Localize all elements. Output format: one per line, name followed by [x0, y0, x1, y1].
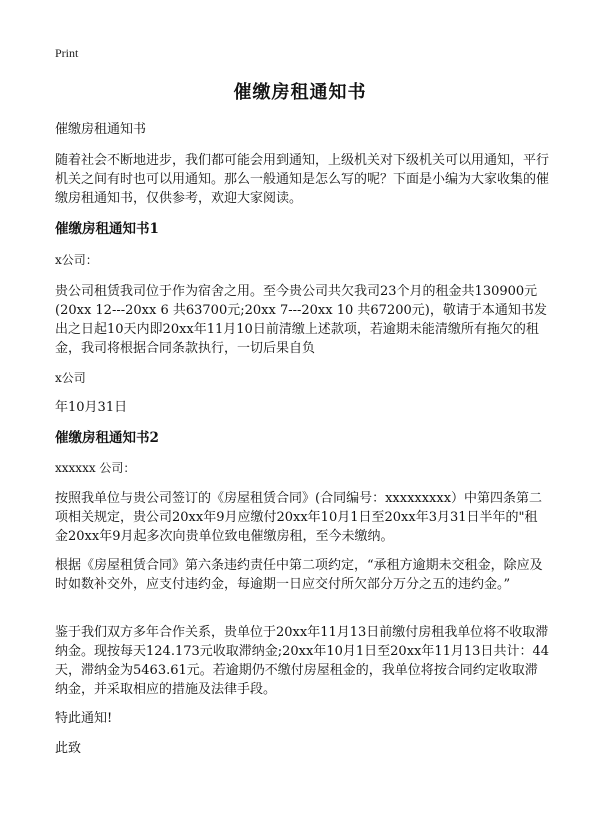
notice1-heading: 催缴房租通知书1 [55, 221, 159, 237]
notice2-paragraph-3: 鉴于我们双方多年合作关系，贵单位于20xx年11月13日前缴付房租我单位将不收取滞纳金。现按每天124.173元收取滞纳金;20xx年10月1日至20xx年11月13日共计：44天，滞纳金为5463.61元。若逾期仍不缴付房屋租金的，我单位将按合同约定收取滞纳金，并采取相应的措施及法律手段。 [55, 625, 549, 697]
notice2-closing: 特此通知! [55, 711, 113, 726]
notice2-salutation: xxxxxx 公司： [55, 461, 136, 475]
notice2-heading: 催缴房租通知书2 [55, 430, 159, 446]
print-link[interactable]: Print [55, 46, 79, 60]
notice1-salutation: x公司： [55, 253, 98, 267]
notice2-paragraph-1: 按照我单位与贵公司签订的《房屋租赁合同》(合同编号：xxxxxxxxx）中第四条第二项相关规定，贵公司20xx年9月应缴付20xx年10月1日至20xx年3月31日半年的"租金20xx年9月起多次向贵单位致电催缴房租，至今未缴纳。 [55, 491, 543, 544]
document-subtitle: 催缴房租通知书 [55, 122, 147, 137]
notice1-signature: x公司 [55, 371, 86, 385]
notice1-body: 贵公司租赁我司位于作为宿舍之用。至今贵公司共欠我司23个月的租金共130900元(20xx 12---20xx 6 共63700元;20xx 7---20xx 10 共67200元)，敬请于本通知书发出之日起10天内即20xx年11月10日前清缴上述款项，若逾期未能清缴所有拖欠的租金，我司将根据合同条款执行，一切后果自负 [55, 284, 547, 356]
notice1-date: 年10月31日 [55, 400, 128, 415]
notice2-regards: 此致 [55, 741, 82, 756]
intro-paragraph: 随着社会不断地进步，我们都可能会用到通知，上级机关对下级机关可以用通知，平行机关之间有时也可以用通知。那么一般通知是怎么写的呢？下面是小编为大家收集的催缴房租通知书，仅供参考，欢迎大家阅读。 [55, 153, 550, 206]
notice2-paragraph-2: 根据《房屋租赁合同》第六条违约责任中第二项约定，“承租方逾期未交租金，除应及时如数补交外，应支付违约金，每逾期一日应交付所欠部分万分之五的违约金。” [55, 558, 543, 592]
page-title: 催缴房租通知书 [233, 82, 367, 103]
